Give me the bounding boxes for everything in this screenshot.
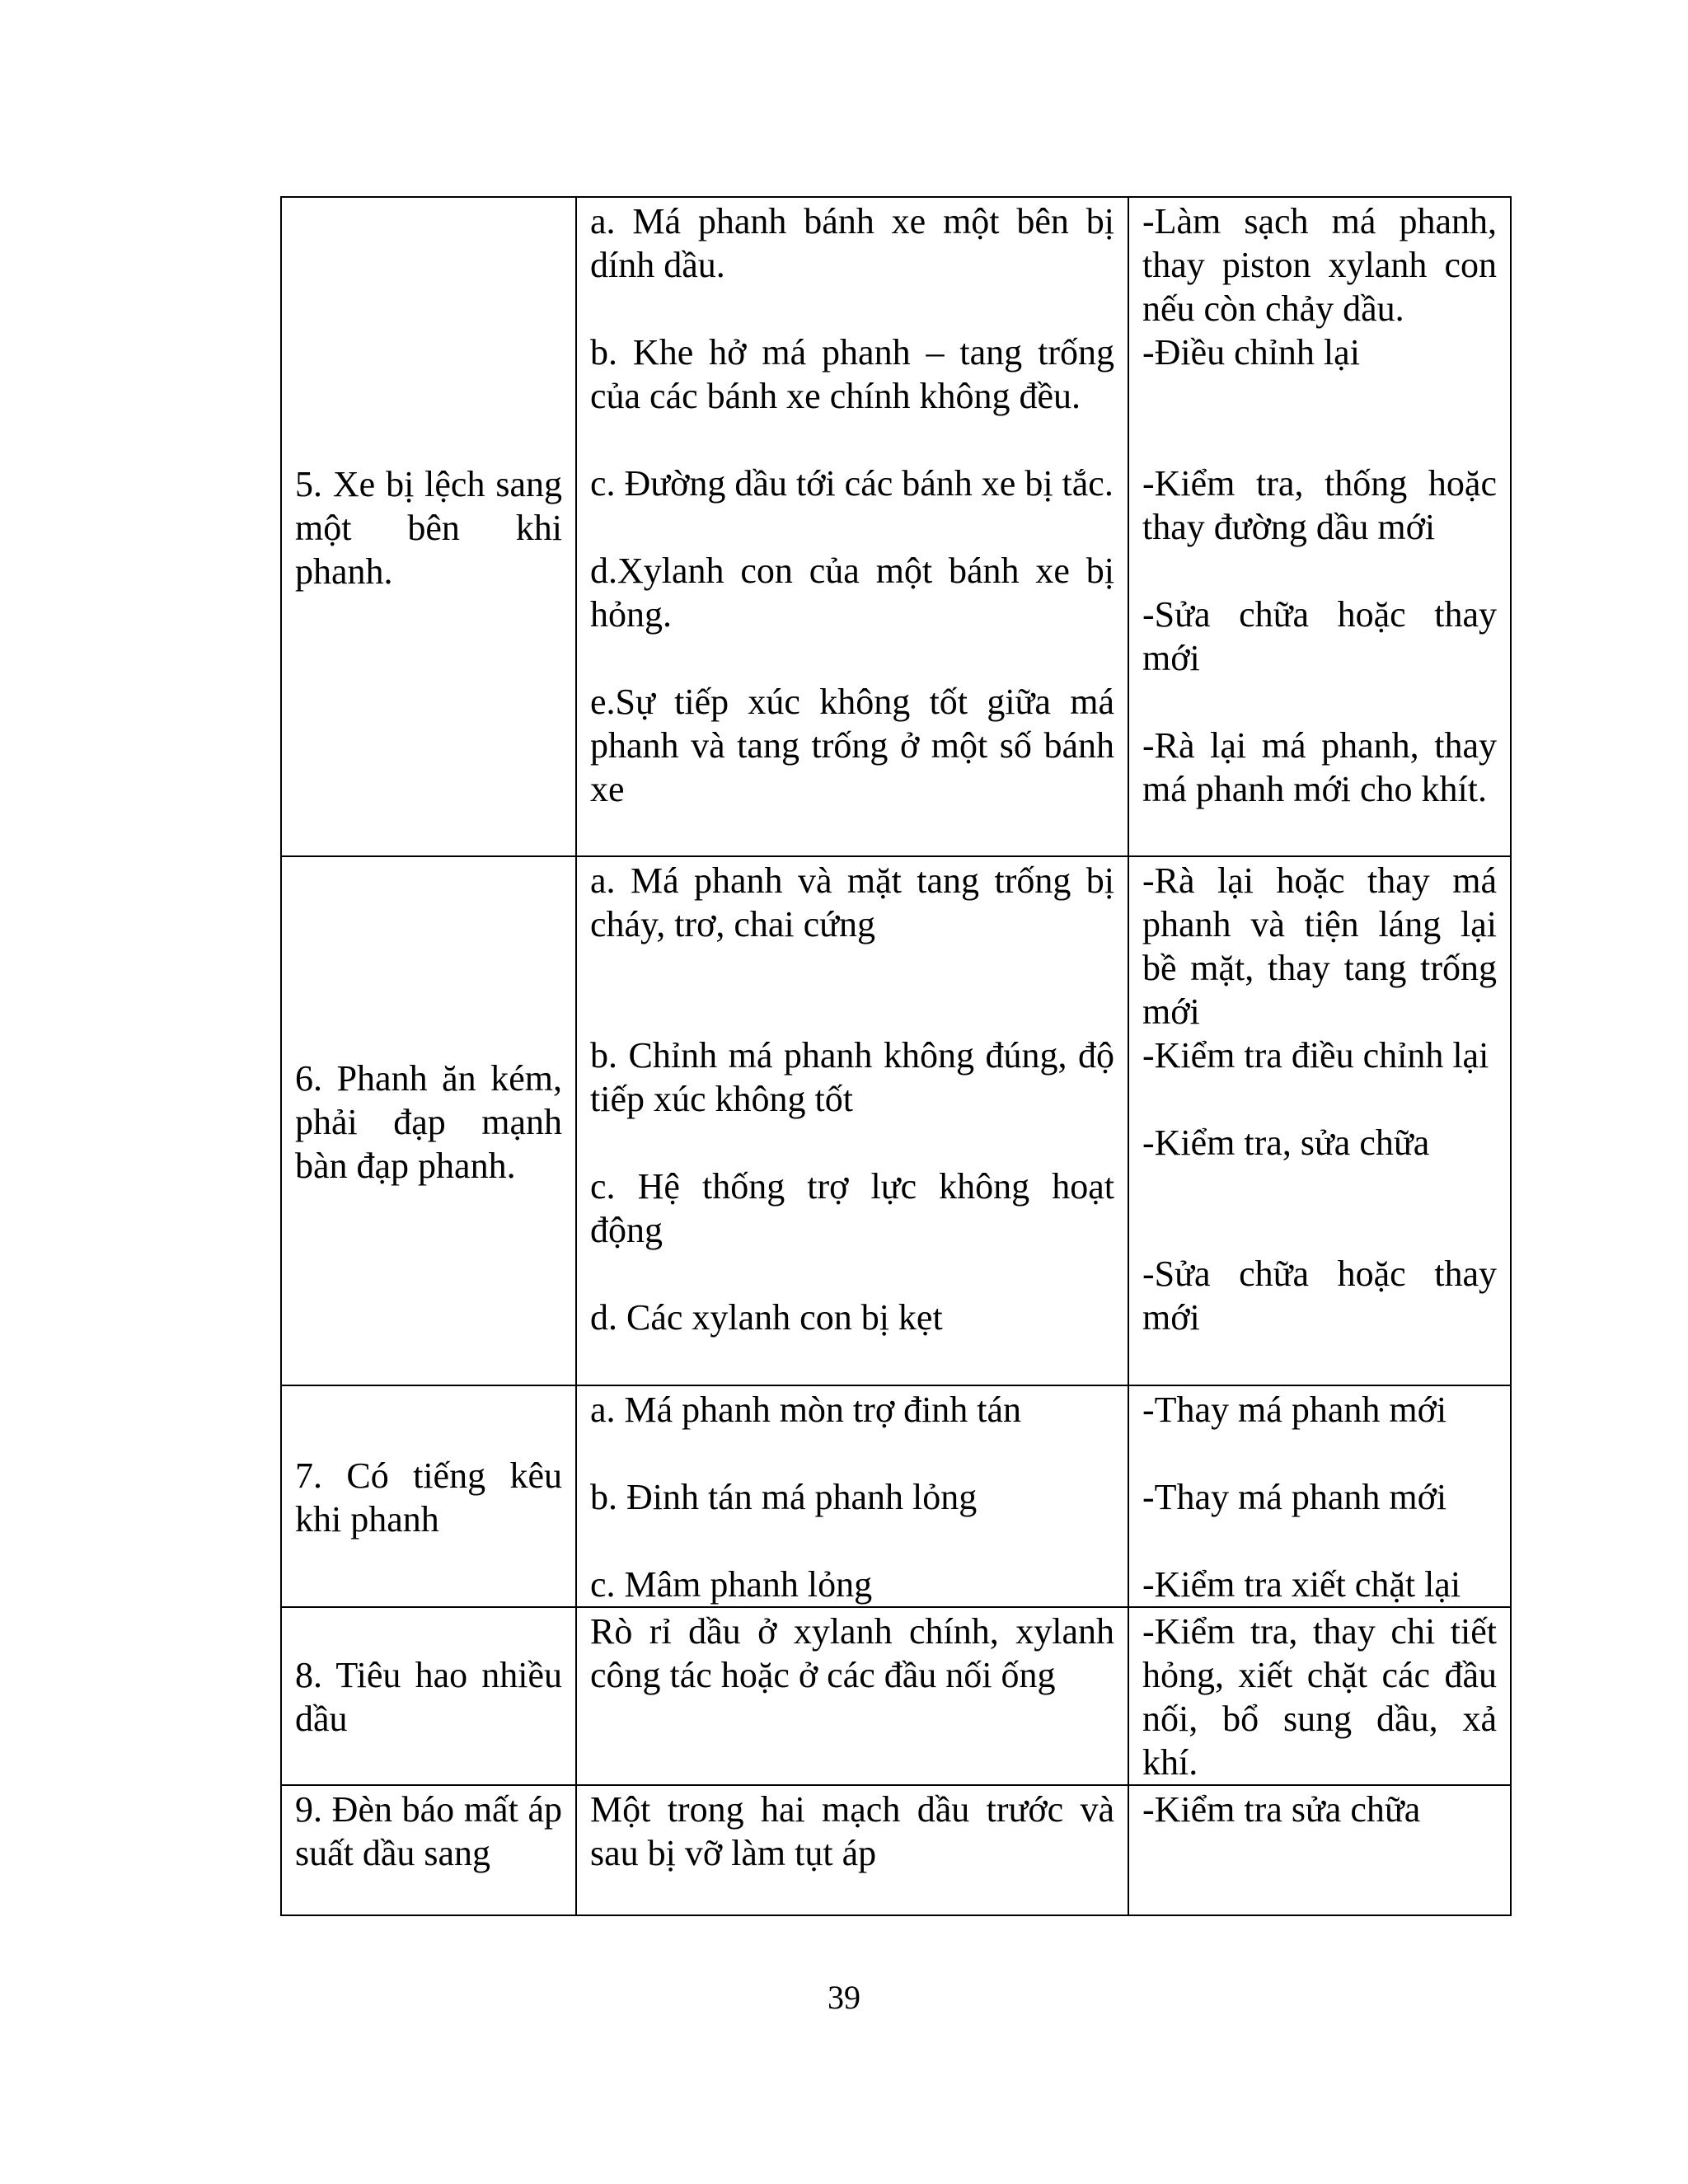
table-row <box>281 1785 1511 1915</box>
remedy-item: -Điều chỉnh lại <box>1142 332 1360 373</box>
remedy-item: -Làm sạch má phanh, thay piston xylanh con nếu còn chảy dầu. <box>1142 201 1497 329</box>
cause-cell <box>576 1607 1128 1785</box>
remedy-item: -Rà lại hoặc thay má phanh và tiện láng lại bề mặt, thay tang trống mới <box>1142 860 1497 1032</box>
table-row <box>281 856 1511 1385</box>
remedy-item: -Kiểm tra, thống hoặc thay đường dầu mới <box>1142 463 1497 547</box>
symptom-cell <box>281 1785 576 1915</box>
cause-cell <box>576 1385 1128 1607</box>
remedy-item: -Kiểm tra, sửa chữa <box>1142 1122 1430 1163</box>
table-row <box>281 197 1511 856</box>
remedy-cell <box>1128 197 1511 856</box>
symptom-text: 8. Tiêu hao nhiều dầu <box>295 1655 562 1739</box>
symptom-text: 6. Phanh ăn kém, phải đạp mạnh bàn đạp phanh. <box>295 1057 562 1186</box>
symptom-text: 7. Có tiếng kêu khi phanh <box>295 1455 562 1540</box>
cause-cell <box>576 1785 1128 1915</box>
cause-item: a. Má phanh và mặt tang trống bị cháy, trơ, chai cứng <box>590 860 1114 944</box>
cause-item: d. Các xylanh con bị kẹt <box>590 1297 943 1338</box>
cause-cell <box>576 197 1128 856</box>
cause-item: a. Má phanh bánh xe một bên bị dính dầu. <box>590 201 1114 285</box>
remedy-cell <box>1128 1785 1511 1915</box>
remedy-item: -Sửa chữa hoặc thay mới <box>1142 594 1497 678</box>
symptom-cell <box>281 197 576 856</box>
symptom-cell <box>281 1607 576 1785</box>
remedy-cell <box>1128 1385 1511 1607</box>
remedy-item: -Thay má phanh mới <box>1142 1477 1447 1517</box>
cause-item: a. Má phanh mòn trợ đinh tán <box>590 1390 1022 1430</box>
symptom-text: 5. Xe bị lệch sang một bên khi phanh. <box>295 463 562 592</box>
symptom-cell <box>281 1385 576 1607</box>
remedy-cell <box>1128 856 1511 1385</box>
cause-item: c. Mâm phanh lỏng <box>590 1564 873 1605</box>
cause-item: d.Xylanh con của một bánh xe bị hỏng. <box>590 551 1114 635</box>
table-row <box>281 1607 1511 1785</box>
remedy-item: -Kiểm tra sửa chữa <box>1142 1789 1421 1830</box>
symptom-cell <box>281 856 576 1385</box>
remedy-item: -Kiểm tra, thay chi tiết hỏng, xiết chặt các đầu nối, bổ sung dầu, xả khí. <box>1142 1611 1497 1783</box>
remedy-item: -Sửa chữa hoặc thay mới <box>1142 1254 1497 1338</box>
cause-item: Rò rỉ dầu ở xylanh chính, xylanh công tác hoặc ở các đầu nối ống <box>590 1611 1114 1695</box>
table-row <box>281 1385 1511 1607</box>
cause-item: e.Sự tiếp xúc không tốt giữa má phanh và tang trống ở một số bánh xe <box>590 682 1114 809</box>
cause-item: c. Hệ thống trợ lực không hoạt động <box>590 1166 1114 1250</box>
cause-item: b. Khe hở má phanh – tang trống của các bánh xe chính không đều. <box>590 332 1114 416</box>
remedy-item: -Thay má phanh mới <box>1142 1390 1447 1430</box>
cause-item: b. Đinh tán má phanh lỏng <box>590 1477 978 1517</box>
remedy-item: -Kiểm tra xiết chặt lại <box>1142 1564 1461 1605</box>
remedy-cell <box>1128 1607 1511 1785</box>
cause-item: c. Đường dầu tới các bánh xe bị tắc. <box>590 463 1114 504</box>
symptom-text: 9. Đèn báo mất áp suất dầu sang <box>295 1789 562 1873</box>
cause-item: b. Chỉnh má phanh không đúng, độ tiếp xúc không tốt <box>590 1035 1114 1119</box>
cause-item: Một trong hai mạch dầu trước và sau bị vỡ làm tụt áp <box>590 1789 1114 1873</box>
remedy-item: -Kiểm tra điều chỉnh lại <box>1142 1035 1489 1076</box>
cause-cell <box>576 856 1128 1385</box>
page-number: 39 <box>828 1979 860 2016</box>
troubleshooting-table <box>280 196 1512 1916</box>
remedy-item: -Rà lại má phanh, thay má phanh mới cho khít. <box>1142 725 1497 809</box>
